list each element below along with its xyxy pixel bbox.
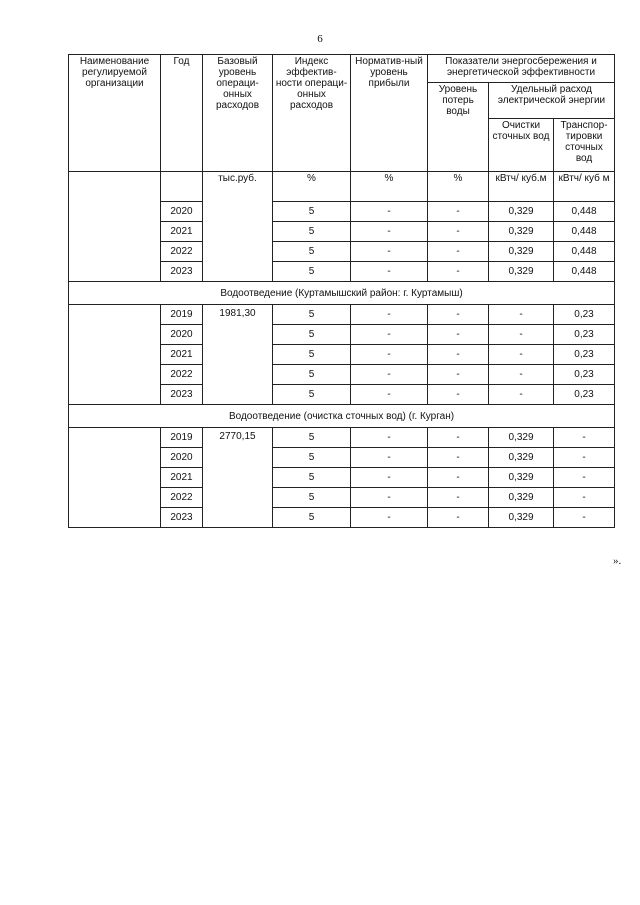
units-treatment: кВтч/ куб.м <box>489 172 554 202</box>
index-cell: 5 <box>273 202 351 222</box>
index-cell: 5 <box>273 242 351 262</box>
index-cell: 5 <box>273 508 351 528</box>
header-wastewater-treatment: Очистки сточных вод <box>489 119 554 172</box>
treatment-cell: - <box>489 325 554 345</box>
header-efficiency-index: Индекс эффектив-ности операци-онных расходов <box>273 55 351 172</box>
header-normative-profit: Норматив-ный уровень прибыли <box>351 55 428 172</box>
profit-cell: - <box>351 325 428 345</box>
header-water-loss: Уровень потерь воды <box>428 83 489 172</box>
transport-cell: 0,448 <box>554 202 615 222</box>
profit-cell: - <box>351 428 428 448</box>
year-cell: 2023 <box>161 262 203 282</box>
year-cell: 2020 <box>161 448 203 468</box>
profit-cell: - <box>351 305 428 325</box>
transport-cell: 0,23 <box>554 305 615 325</box>
transport-cell: 0,23 <box>554 385 615 405</box>
treatment-cell: 0,329 <box>489 262 554 282</box>
treatment-cell: 0,329 <box>489 222 554 242</box>
index-cell: 5 <box>273 468 351 488</box>
treatment-cell: 0,329 <box>489 508 554 528</box>
loss-cell: - <box>428 508 489 528</box>
index-cell: 5 <box>273 428 351 448</box>
profit-cell: - <box>351 448 428 468</box>
year-cell: 2019 <box>161 428 203 448</box>
transport-cell: - <box>554 448 615 468</box>
table-row <box>69 305 615 325</box>
year-cell: 2021 <box>161 222 203 242</box>
year-cell: 2020 <box>161 325 203 345</box>
page-number: 6 <box>317 33 323 45</box>
loss-cell: - <box>428 385 489 405</box>
year-cell: 2020 <box>161 202 203 222</box>
year-cell: 2022 <box>161 365 203 385</box>
transport-cell: - <box>554 508 615 528</box>
profit-cell: - <box>351 385 428 405</box>
transport-cell: 0,23 <box>554 345 615 365</box>
units-water-loss: % <box>428 172 489 202</box>
profit-cell: - <box>351 365 428 385</box>
transport-cell: - <box>554 428 615 448</box>
treatment-cell: - <box>489 345 554 365</box>
index-cell: 5 <box>273 448 351 468</box>
section-row <box>69 405 615 428</box>
treatment-cell: - <box>489 305 554 325</box>
index-cell: 5 <box>273 365 351 385</box>
index-cell: 5 <box>273 222 351 242</box>
header-year: Год <box>161 55 203 172</box>
units-transport: кВтч/ куб м <box>554 172 615 202</box>
profit-cell: - <box>351 508 428 528</box>
treatment-cell: 0,329 <box>489 468 554 488</box>
year-cell: 2019 <box>161 305 203 325</box>
treatment-cell: 0,329 <box>489 242 554 262</box>
transport-cell: - <box>554 468 615 488</box>
loss-cell: - <box>428 345 489 365</box>
index-cell: 5 <box>273 325 351 345</box>
section-title-kurtamysh: Водоотведение (Куртамышский район: г. Куртамыш) <box>69 282 615 305</box>
profit-cell: - <box>351 202 428 222</box>
treatment-cell: 0,329 <box>489 488 554 508</box>
profit-cell: - <box>351 262 428 282</box>
org-name-cell <box>69 428 161 528</box>
org-name-cell <box>69 305 161 405</box>
loss-cell: - <box>428 222 489 242</box>
treatment-cell: 0,329 <box>489 202 554 222</box>
treatment-cell: 0,329 <box>489 448 554 468</box>
loss-cell: - <box>428 448 489 468</box>
year-cell: 2023 <box>161 385 203 405</box>
transport-cell: 0,23 <box>554 365 615 385</box>
transport-cell: 0,448 <box>554 262 615 282</box>
transport-cell: - <box>554 488 615 508</box>
transport-cell: 0,448 <box>554 242 615 262</box>
transport-cell: 0,23 <box>554 325 615 345</box>
loss-cell: - <box>428 488 489 508</box>
treatment-cell: - <box>489 365 554 385</box>
base-opex-cell: 1981,30 <box>203 305 273 405</box>
loss-cell: - <box>428 305 489 325</box>
section-row <box>69 282 615 305</box>
closing-quote: ». <box>613 555 622 567</box>
section-title-kurgan: Водоотведение (очистка сточных вод) (г. Курган) <box>69 405 615 428</box>
profit-cell: - <box>351 488 428 508</box>
units-base-opex: тыс.руб. <box>203 172 273 282</box>
org-name-cell <box>69 172 161 282</box>
loss-cell: - <box>428 262 489 282</box>
profit-cell: - <box>351 242 428 262</box>
profit-cell: - <box>351 345 428 365</box>
year-cell: 2022 <box>161 488 203 508</box>
tariff-table <box>68 54 615 528</box>
header-org-name: Наименование регулируемой организации <box>69 55 161 172</box>
index-cell: 5 <box>273 345 351 365</box>
header-energy-indicators: Показатели энергосбережения и энергетической эффективности <box>428 55 615 83</box>
loss-cell: - <box>428 365 489 385</box>
units-efficiency-index: % <box>273 172 351 202</box>
loss-cell: - <box>428 202 489 222</box>
profit-cell: - <box>351 222 428 242</box>
profit-cell: - <box>351 468 428 488</box>
transport-cell: 0,448 <box>554 222 615 242</box>
base-opex-cell: 2770,15 <box>203 428 273 528</box>
units-normative-profit: % <box>351 172 428 202</box>
index-cell: 5 <box>273 488 351 508</box>
index-cell: 5 <box>273 305 351 325</box>
treatment-cell: - <box>489 385 554 405</box>
units-year-blank <box>161 172 203 202</box>
loss-cell: - <box>428 468 489 488</box>
loss-cell: - <box>428 325 489 345</box>
treatment-cell: 0,329 <box>489 428 554 448</box>
year-cell: 2022 <box>161 242 203 262</box>
year-cell: 2021 <box>161 468 203 488</box>
index-cell: 5 <box>273 262 351 282</box>
header-specific-consumption: Удельный расход электрической энергии <box>489 83 615 119</box>
header-wastewater-transport: Транспор-тировки сточных вод <box>554 119 615 172</box>
index-cell: 5 <box>273 385 351 405</box>
year-cell: 2021 <box>161 345 203 365</box>
loss-cell: - <box>428 242 489 262</box>
year-cell: 2023 <box>161 508 203 528</box>
loss-cell: - <box>428 428 489 448</box>
table-row <box>69 428 615 448</box>
header-base-opex: Базовый уровень операци-онных расходов <box>203 55 273 172</box>
